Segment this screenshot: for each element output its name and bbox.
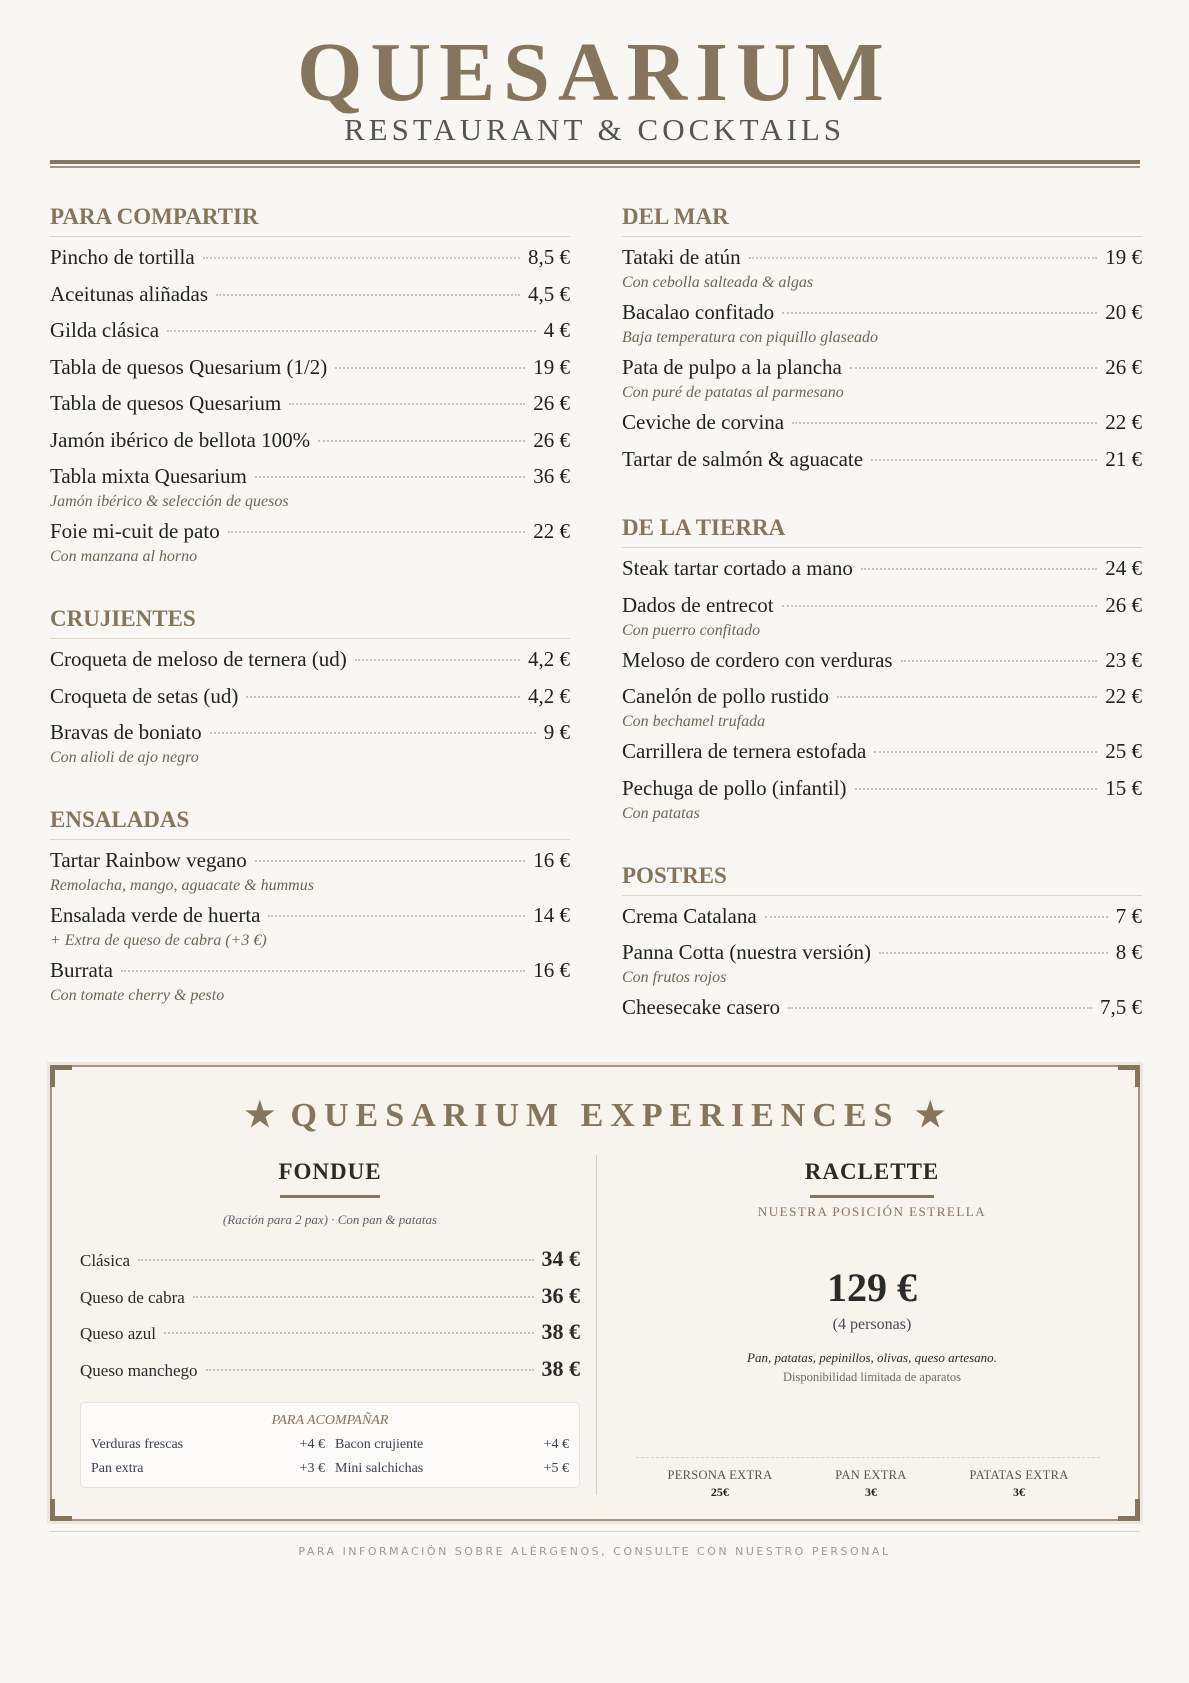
- corner-ornament-bottom-right: [1118, 1499, 1140, 1521]
- corner-ornament-top-right: [1118, 1065, 1140, 1087]
- fondue-heading: FONDUE: [278, 1159, 382, 1184]
- item-name: Aceitunas aliñadas: [50, 281, 209, 306]
- brand-title: QUESARIUM: [297, 26, 892, 119]
- fondue-panel: [80, 1157, 580, 1488]
- item-name: Carrillera de ternera estofada: [622, 739, 867, 763]
- fondue-list: [80, 1246, 580, 1392]
- dot-leader: [138, 1259, 533, 1261]
- raclette-heading-underline: [810, 1195, 934, 1198]
- dot-leader: [871, 459, 1097, 461]
- menu-item: [50, 464, 570, 492]
- item-price: 4,2 €: [528, 647, 570, 671]
- menu-item: [50, 903, 570, 931]
- item-price: 20 €: [1105, 300, 1142, 324]
- star-icon: ★: [244, 1097, 276, 1134]
- allergen-note: PARA INFORMACIÓN SOBRE ALÉRGENOS, CONSULTE CON NUESTRO PERSONAL: [298, 1545, 891, 1558]
- dot-leader: [850, 367, 1097, 369]
- item-price: 8 €: [1115, 940, 1142, 964]
- item-name: Pata de pulpo a la plancha: [622, 355, 842, 379]
- item-name: Tartar de salmón & aguacate: [622, 446, 864, 471]
- item-description: Con bechamel trufada: [622, 713, 766, 730]
- header-divider-thin: [50, 166, 1140, 168]
- item-name: Panna Cotta (nuestra versión): [622, 940, 872, 964]
- menu-item: [622, 904, 1142, 941]
- right-column: [622, 200, 1142, 1060]
- section-title: PARA COMPARTIR: [50, 200, 570, 237]
- menu-item: [622, 447, 1142, 484]
- item-description: Con cebolla salteada & algas: [622, 274, 814, 291]
- item-price: 4,2 €: [528, 683, 570, 708]
- item-description: Baja temperatura con piquillo glaseado: [622, 329, 878, 346]
- experiences-box: [50, 1065, 1140, 1521]
- menu-item: [50, 720, 570, 748]
- dot-leader: [855, 788, 1098, 790]
- dot-leader: [268, 915, 525, 917]
- menu-item: [622, 684, 1142, 712]
- sides-box: [80, 1402, 580, 1488]
- item-name: Bravas de boniato: [50, 720, 202, 744]
- item-price: 22 €: [1105, 410, 1142, 434]
- item-price: 8,5 €: [528, 245, 570, 269]
- fondue-name: Queso manchego: [80, 1360, 198, 1380]
- side-name: Bacon crujiente: [335, 1437, 424, 1452]
- menu-item: [622, 355, 1142, 383]
- dot-leader: [782, 605, 1098, 607]
- menu-item: [622, 940, 1142, 968]
- dot-leader: [335, 367, 525, 369]
- dot-leader: [749, 257, 1098, 259]
- dot-leader: [210, 732, 536, 734]
- extra-label: PAN EXTRA: [835, 1468, 907, 1482]
- item-name: Dados de entrecot: [622, 592, 774, 617]
- dot-leader: [782, 312, 1097, 314]
- menu-item: [50, 848, 570, 876]
- dot-leader: [228, 531, 526, 533]
- menu-item: [50, 318, 570, 355]
- item-price: 16 €: [533, 848, 570, 872]
- menu-section-del-mar: [622, 200, 1142, 483]
- menu-section-de-la-tierra: [622, 511, 1142, 831]
- left-column: [50, 200, 570, 1041]
- raclette-extra-persona: [667, 1468, 772, 1500]
- dot-leader: [788, 1007, 1092, 1009]
- item-price: 19 €: [1105, 245, 1142, 269]
- menu-item: [622, 245, 1142, 273]
- side-item: [335, 1435, 569, 1455]
- dot-leader: [879, 952, 1108, 954]
- side-name: Verduras frescas: [91, 1437, 184, 1452]
- menu-item: [50, 958, 570, 986]
- item-name: Crema Catalana: [622, 903, 757, 928]
- item-name: Tabla de quesos Quesarium: [50, 391, 282, 415]
- item-price: 26 €: [1105, 592, 1142, 617]
- item-price: 16 €: [533, 958, 570, 982]
- extra-value: 3€: [864, 1485, 877, 1499]
- dot-leader: [765, 916, 1108, 918]
- corner-ornament-bottom-left: [50, 1499, 72, 1521]
- dot-leader: [164, 1332, 533, 1334]
- menu-item: [622, 556, 1142, 593]
- raclette-subtitle: NUESTRA POSICIÓN ESTRELLA: [757, 1204, 987, 1219]
- fondue-item: [80, 1283, 580, 1320]
- dot-leader: [861, 568, 1097, 570]
- fondue-item: [80, 1246, 580, 1283]
- dot-leader: [246, 696, 520, 698]
- item-name: Tabla de quesos Quesarium (1/2): [50, 354, 328, 379]
- side-price: +5 €: [543, 1461, 569, 1476]
- dot-leader: [193, 1296, 534, 1298]
- dot-leader: [792, 422, 1097, 424]
- item-price: 19 €: [533, 354, 570, 379]
- brand-tagline: RESTAURANT & COCKTAILS: [344, 112, 845, 147]
- item-description: Con puré de patatas al parmesano: [622, 384, 844, 401]
- item-price: 7,5 €: [1100, 995, 1142, 1019]
- experiences-divider: [596, 1155, 597, 1495]
- menu-item: [50, 428, 570, 465]
- dot-leader: [289, 403, 525, 405]
- dot-leader: [837, 696, 1097, 698]
- item-name: Steak tartar cortado a mano: [622, 556, 853, 580]
- item-price: 21 €: [1105, 446, 1142, 471]
- menu-item: [50, 647, 570, 684]
- item-name: Pechuga de pollo (infantil): [622, 775, 847, 800]
- item-price: 9 €: [543, 720, 570, 744]
- menu-section-ensaladas: [50, 803, 570, 1013]
- side-price: +3 €: [299, 1461, 325, 1476]
- item-description: Con puerro confitado: [622, 621, 761, 639]
- item-description: Con tomate cherry & pesto: [50, 987, 225, 1004]
- fondue-heading-underline: [280, 1195, 380, 1198]
- fondue-price: 34 €: [541, 1246, 580, 1271]
- raclette-extra-patatas: [970, 1468, 1069, 1500]
- item-price: 26 €: [533, 427, 570, 452]
- item-price: 4 €: [543, 318, 570, 342]
- raclette-price: 129 €: [827, 1265, 917, 1310]
- raclette-panel: [612, 1157, 1132, 1499]
- menu-section-postres: [622, 859, 1142, 1032]
- extra-label: PERSONA EXTRA: [667, 1468, 773, 1482]
- fondue-price: 38 €: [541, 1319, 580, 1344]
- side-item: [91, 1459, 325, 1479]
- item-description: Con patatas: [622, 804, 700, 822]
- item-name: Burrata: [50, 958, 113, 982]
- item-description: Con alioli de ajo negro: [50, 749, 199, 766]
- dot-leader: [874, 751, 1097, 753]
- fondue-price: 36 €: [541, 1282, 580, 1308]
- dot-leader: [206, 1369, 534, 1371]
- dot-leader: [255, 860, 525, 862]
- fondue-item: [80, 1356, 580, 1393]
- menu-item: [622, 739, 1142, 776]
- experiences-title-text: QUESARIUM EXPERIENCES: [290, 1097, 900, 1134]
- item-name: Ceviche de corvina: [622, 410, 785, 434]
- section-title: CRUJIENTES: [50, 602, 570, 639]
- fondue-price: 38 €: [541, 1355, 580, 1381]
- item-description: + Extra de queso de cabra (+3 €): [50, 932, 267, 949]
- side-name: Mini salchichas: [335, 1461, 424, 1476]
- section-title: DEL MAR: [622, 200, 1142, 237]
- header-divider-thick: [50, 160, 1140, 164]
- item-price: 26 €: [533, 391, 570, 415]
- item-price: 36 €: [533, 464, 570, 488]
- sides-title: PARA ACOMPAÑAR: [271, 1413, 389, 1428]
- menu-item: [622, 995, 1142, 1032]
- raclette-includes: Pan, patatas, pepinillos, olivas, queso artesano.: [747, 1350, 997, 1365]
- menu-section-crujientes: [50, 602, 570, 775]
- menu-item: [50, 282, 570, 319]
- item-price: 4,5 €: [528, 281, 570, 306]
- footer-divider: [50, 1531, 1140, 1532]
- item-name: Tataki de atún: [622, 245, 741, 269]
- dot-leader: [167, 330, 536, 332]
- menu-item: [50, 355, 570, 392]
- item-price: 15 €: [1105, 775, 1142, 800]
- menu-item: [622, 300, 1142, 328]
- item-name: Bacalao confitado: [622, 300, 775, 324]
- item-price: 26 €: [1105, 355, 1142, 379]
- dot-leader: [216, 294, 520, 296]
- section-title: DE LA TIERRA: [622, 511, 1142, 548]
- side-price: +4 €: [543, 1437, 569, 1452]
- dot-leader: [355, 659, 520, 661]
- fondue-subtitle: (Ración para 2 pax) · Con pan & patatas: [222, 1212, 438, 1227]
- side-price: +4 €: [299, 1437, 325, 1452]
- side-item: [335, 1459, 569, 1479]
- raclette-extras: [636, 1457, 1100, 1500]
- menu-item: [622, 648, 1142, 685]
- item-name: Cheesecake casero: [622, 995, 780, 1019]
- item-price: 23 €: [1105, 647, 1142, 672]
- item-name: Pincho de tortilla: [50, 245, 195, 269]
- item-description: Con frutos rojos: [622, 969, 727, 986]
- side-item: [91, 1435, 325, 1455]
- dot-leader: [318, 440, 525, 442]
- item-description: Jamón ibérico & selección de quesos: [50, 493, 289, 510]
- item-name: Canelón de pollo rustido: [622, 684, 830, 708]
- item-price: 7 €: [1115, 903, 1142, 928]
- item-description: Remolacha, mango, aguacate & hummus: [50, 877, 314, 894]
- menu-item: [622, 776, 1142, 804]
- section-title: POSTRES: [622, 859, 1142, 896]
- item-price: 14 €: [533, 903, 570, 927]
- item-price: 25 €: [1105, 739, 1142, 763]
- item-name: Gilda clásica: [50, 318, 160, 342]
- item-name: Tartar Rainbow vegano: [50, 848, 247, 872]
- raclette-people: (4 personas): [832, 1316, 912, 1333]
- menu-item: [50, 519, 570, 547]
- item-name: Croqueta de setas (ud): [50, 683, 239, 708]
- menu-item: [50, 391, 570, 428]
- extra-value: 3€: [1013, 1485, 1026, 1499]
- item-name: Foie mi-cuit de pato: [50, 519, 220, 543]
- dot-leader: [255, 476, 525, 478]
- experiences-title: [52, 1095, 1138, 1135]
- item-name: Ensalada verde de huerta: [50, 903, 261, 927]
- extra-label: PATATAS EXTRA: [969, 1468, 1069, 1482]
- item-name: Jamón ibérico de bellota 100%: [50, 427, 311, 452]
- fondue-name: Queso de cabra: [80, 1287, 185, 1307]
- fondue-name: Queso azul: [80, 1324, 157, 1343]
- item-price: 22 €: [533, 519, 570, 543]
- menu-item: [622, 410, 1142, 447]
- fondue-item: [80, 1319, 580, 1356]
- sides-grid: [91, 1435, 569, 1479]
- side-name: Pan extra: [91, 1461, 144, 1476]
- raclette-heading: RACLETTE: [804, 1159, 940, 1184]
- menu-section-para-compartir: [50, 200, 570, 574]
- menu-item: [50, 684, 570, 721]
- item-name: Croqueta de meloso de ternera (ud): [50, 647, 347, 671]
- dot-leader: [901, 660, 1098, 662]
- fondue-name: Clásica: [80, 1251, 131, 1270]
- dot-leader: [121, 970, 525, 972]
- star-icon: ★: [914, 1097, 946, 1134]
- menu-item: [622, 593, 1142, 621]
- extra-value: 25€: [710, 1485, 729, 1499]
- section-title: ENSALADAS: [50, 803, 570, 840]
- item-description: Con manzana al horno: [50, 548, 198, 565]
- dot-leader: [203, 257, 520, 259]
- item-name: Meloso de cordero con verduras: [622, 647, 893, 672]
- raclette-availability: Disponibilidad limitada de aparatos: [782, 1370, 962, 1384]
- corner-ornament-top-left: [50, 1065, 72, 1087]
- item-price: 24 €: [1105, 556, 1142, 580]
- item-name: Tabla mixta Quesarium: [50, 464, 247, 488]
- item-price: 22 €: [1105, 684, 1142, 708]
- raclette-extra-pan: [835, 1468, 906, 1500]
- menu-item: [50, 245, 570, 282]
